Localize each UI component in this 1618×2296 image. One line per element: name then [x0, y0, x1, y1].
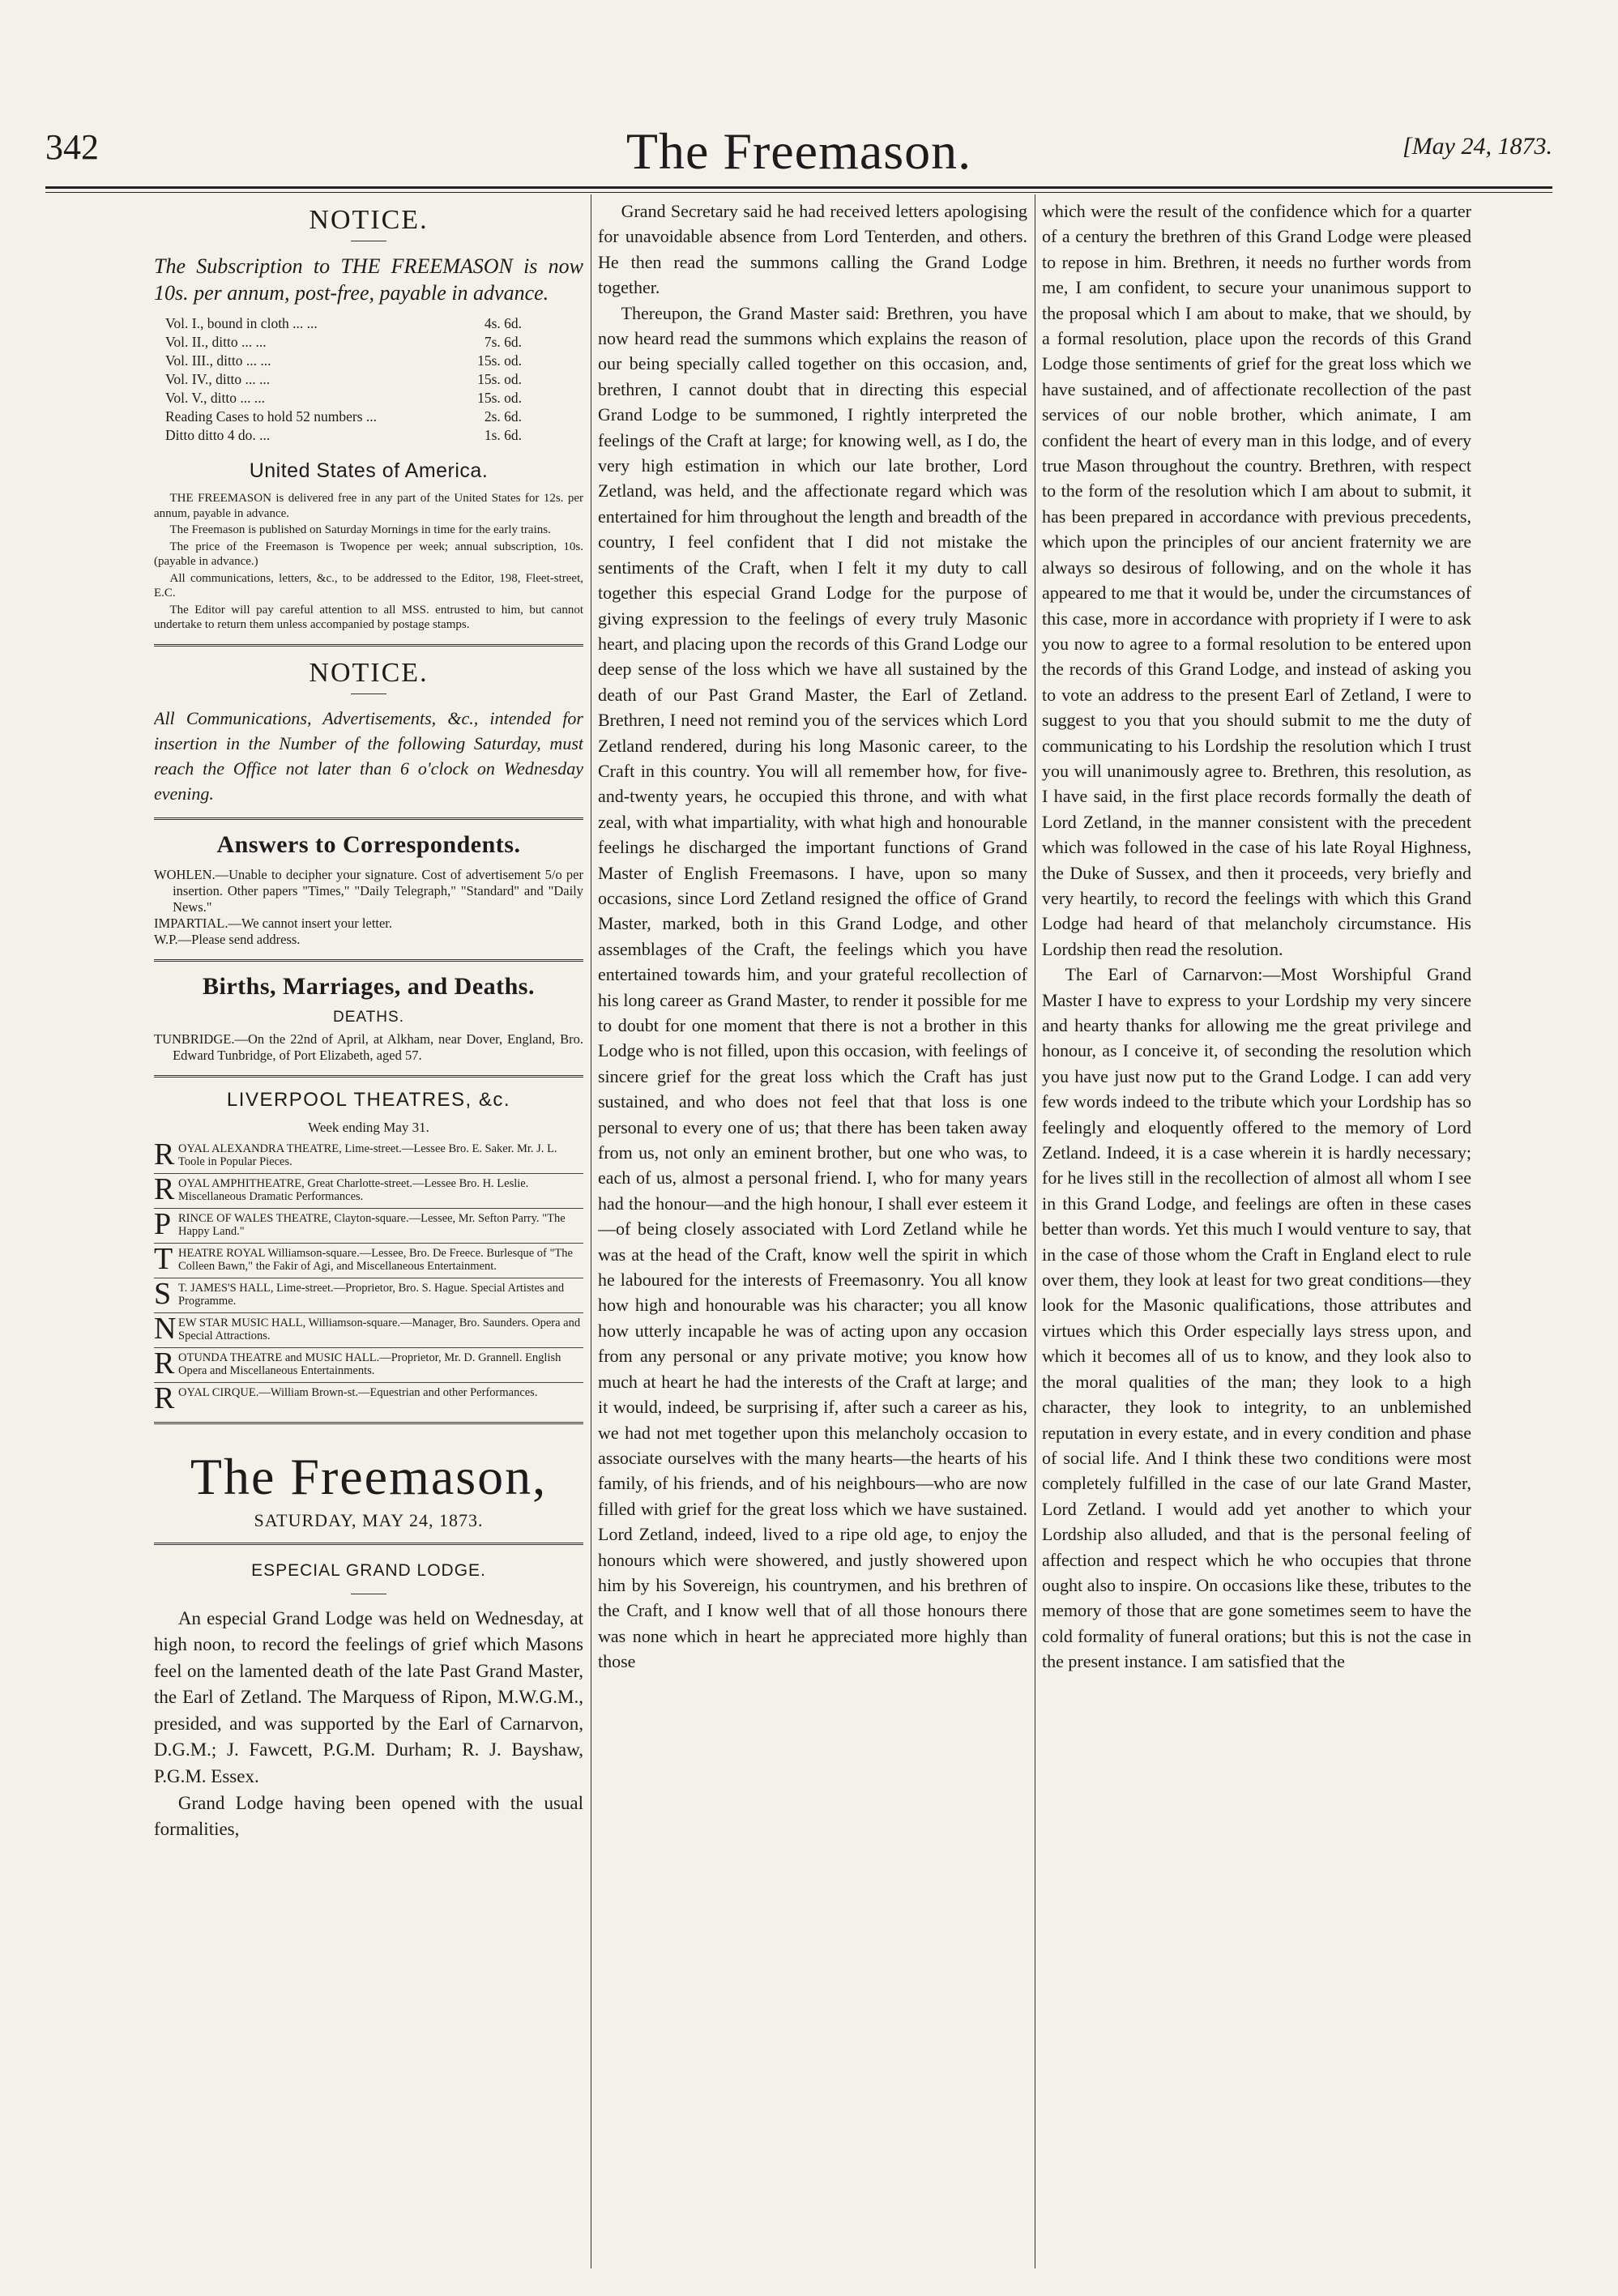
liverpool-heading: LIVERPOOL THEATRES, &c.	[226, 1088, 511, 1111]
usa-paragraph: The price of the Freemason is Twopence per week; annual subscription, 10s. (payable in advance.)	[154, 540, 583, 568]
usa-paragraph: The Freemason is published on Saturday Mornings in time for the early trains.	[169, 523, 551, 536]
death-notice: TUNBRIDGE.—On the 22nd of April, at Alkham, near Dover, England, Bro. Edward Tunbridge, of Port Elizabeth, aged 57.	[154, 1031, 583, 1063]
theatre-listing: N EW STAR MUSIC HALL, Williamson-square.—Manager, Bro. Saunders. Opera and Special Attractions.	[154, 1313, 583, 1348]
answer-item: W.P.—Please send address.	[154, 931, 301, 947]
price-row: Vol. I., bound in cloth ... ... 4s. 6d.	[165, 315, 522, 331]
subscription-notice: The Subscription to THE FREEMASON is now 10s. per annum, post-free, payable in advance.	[154, 254, 583, 305]
article-paragraph: which were the result of the confidence which for a quarter of a century the brethren of this Grand Lodge were pleased to repose in him. Brethren, it needs no further words from me, I am confident, to secure your unanimous support to the proposal which I am about to make, that we should, by a formal resolution, place upon the records of this Grand Lodge those sentiments of grief for the great loss which we have sustained, and of affectionate recollection of the past services of our noble brother, which animate, I am confident the heart of every man in this lodge, and of every true Mason throughout the country. Brethren, with respect to the form of the resolution which I am about to submit, it has been prepared in accordance with previous precedents, which upon the principles of our ancient fraternity we are always so desirous of following, and on the whole it has appeared to me that it would be, under the circumstances of this case, more in accordance with propriety if I were to ask you now to agree to a formal resolution to be entered upon the records of this Grand Lodge, and instead of asking you to vote an address to the present Earl of Zetland, I were to suggest to you that you should submit to me the duty of communicating to his Lordship the resolution which I trust you will unanimously agree to. Brethren, this resolution, as I have said, in the first place records formally the death of Lord Zetland, in the manner consistent with the precedent which was followed in the case of his late Royal Highness, the Duke of Sussex, and then it proceeds, very briefly and very heartily, to record the feelings with which this Grand Lodge had heard of that melancholy circumstance. His Lordship then read the resolution.	[1042, 201, 1471, 959]
answers-heading: Answers to Correspondents.	[216, 830, 521, 858]
week-ending: Week ending May 31.	[308, 1119, 429, 1135]
article-body	[154, 1606, 583, 1843]
price-row: Vol. III., ditto ... ... 15s. od.	[165, 352, 522, 369]
deaths-subheading: DEATHS.	[333, 1008, 404, 1026]
article-paragraph: Thereupon, the Grand Master said: Brethren, you have now heard read the summons which explains the reason of our being specially called together on this occasion, and, brethren, I cannot doubt that in directing this especial Grand Lodge to be summoned, I rightly interpreted the feelings of the Craft at large; for knowing well, as I do, the very high estimation in which our late brother, Lord Zetland, was held, and the affectionate regard which was entertained for him throughout the length and breadth of the country, I feel confident that I did not mistake the sentiments of the Craft, when I felt it my duty to call together this especial Grand Lodge for the purpose of giving expression to the feelings of every truly Masonic heart, and placing upon the records of this Grand Lodge our deep sense of the loss which we have all sustained by the death of our Past Grand Master, the Earl of Zetland. Brethren, I need not remind you of the services which Lord Zetland rendered, during his long Masonic career, to the Craft in this country. You will all remember how, for five-and-twenty years, he occupied this throne, and with what zeal, with what impartiality, with what high and honourable feelings he discharged the important functions of Grand Master of English Freemasons. I have, upon so many occasions, since Lord Zetland resigned the office of Grand Master, marked, both in this Grand Lodge, and other assemblages of the Craft, the feelings which you have entertained towards him, and your grateful recollection of his long career as Grand Master, to render it possible for me to doubt for one moment that there is not a brother in this Lodge who is not filled, upon this occasion, with feelings of sincere grief for the great loss which the Craft has just sustained, and who does not feel that that loss is one personal to every one of us; that there has been taken away from us, not only an eminent brother, but one who was, to each of us, almost a personal friend. I, who for many years had the honour—and the high honour, I shall ever esteem it—of being closely associated with Lord Zetland while he was at the head of the Craft, know well the spirit in which he laboured for the interests of Freemasonry. You all know how high and honourable was his character; you all know how utterly incapable he was of acting upon any occasion from any personal or any private motive; you know how much at heart he had the interests of the Craft at large; and it would, indeed, be surprising if, after such a career as his, we had not met together upon this melancholy occasion to associate ourselves with the many hearts—the hearts of his family, of his friends, and of his neighbours—who are now filled with grief for the great loss which we have sustained. Lord Zetland, indeed, lived to a ripe old age, to enjoy the honours which were showered, and justly showered upon him by his Sovereign, his countrymen, and his brethren of the Craft, and I know well that of all those honours there was none which in heart he appreciated more highly than those	[598, 302, 1027, 1672]
column-3	[1042, 198, 1471, 1675]
price-row: Vol. IV., ditto ... ... 15s. od.	[165, 371, 522, 387]
theatre-listing: R OYAL ALEXANDRA THEATRE, Lime-street.—Lessee Bro. E. Saker. Mr. J. L. Toole in Popular Pieces.	[154, 1139, 583, 1174]
masthead-rule	[45, 186, 1552, 189]
column-1	[154, 198, 583, 1843]
usa-paragraph: The Editor will pay careful attention to all MSS. entrusted to him, but cannot undertake to return them unless accompanied by postage stamps.	[154, 603, 583, 631]
section-rule	[154, 1422, 583, 1424]
article-paragraph: An especial Grand Lodge was held on Wednesday, at high noon, to record the feelings of grief which Masons feel on the lamented death of the late Past Grand Master, the Earl of Zetland. The Marquess of Ripon, M.W.G.M., presided, and was supported by the Earl of Carnarvon, D.G.M.; J. Fawcett, P.G.M. Durham; R. J. Bayshaw, P.G.M. Essex.	[154, 1607, 583, 1787]
article-paragraph: Grand Secretary said he had received letters apologising for unavoidable absence from Lord Tenterden, and others. He then read the summons calling the Grand Lodge together.	[598, 201, 1027, 298]
theatre-listing: R OTUNDA THEATRE and MUSIC HALL.—Proprietor, Mr. D. Grannell. English Opera and Miscellaneous Entertainments.	[154, 1348, 583, 1383]
column-2	[598, 198, 1027, 1675]
masthead-title: The Freemason.	[625, 122, 972, 180]
masthead	[45, 122, 1552, 178]
masthead-date: [May 24, 1873.	[1402, 133, 1552, 160]
theatre-listing: T HEATRE ROYAL Williamson-square.—Lessee, Bro. De Freece. Burlesque of "The Colleen Bawn," the Fakir of Agi, and Miscellaneous Entertainment.	[154, 1244, 583, 1278]
answers-list	[154, 867, 583, 948]
usa-paragraph: THE FREEMASON is delivered free in any part of the United States for 12s. per annum, payable in advance.	[154, 492, 583, 520]
article-heading: ESPECIAL GRAND LODGE.	[251, 1560, 486, 1580]
notice-heading: NOTICE.	[309, 205, 429, 235]
usa-paragraph: All communications, letters, &c., to be addressed to the Editor, 198, Fleet-street, E.C.	[154, 571, 583, 600]
theatre-list	[154, 1137, 583, 1415]
price-row: Vol. II., ditto ... ... 7s. 6d.	[165, 334, 522, 350]
article-paragraph: The Earl of Carnarvon:—Most Worshipful Grand Master I have to express to your Lordship my very sincere and hearty thanks for allowing me the great privilege and honour, as I conceive it, of seconding the resolution which you have just now put to the Grand Lodge. I can add very few words indeed to the tribute which your Lordship has so feelingly and eloquently offered to the memory of Lord Zetland. Indeed, it is a case wherein it is hardly necessary; for he lives still in the recollection of almost all whom I see in this Grand Lodge, and feelings are often in these cases better than words. Yet this much I would venture to say, that in the case of those whom the Craft in England elect to rule over them, they look at least for two great conditions—they look for the Masonic qualifications, those attributes and virtues which this Order especially lays stress upon, and which it becomes all of us to know, and they look also to the moral qualities of the man; they look to a high character, they look to integrity, to an unblemished reputation in every estate, and in every condition and phase of social life. And I think these two conditions were most completely fulfilled in the case of our late Grand Master, Lord Zetland. I would add yet another to which your Lordship also alluded, and that is the personal feeling of affection and respect which he who occupies that throne ought also to inspire. On occasions like these, tributes to the memory of those that are gone sometimes seem to have the cold formality of funeral orations; but this is not the case in the present instance. I am satisfied that the	[1042, 964, 1471, 1672]
communications-notice: All Communications, Advertisements, &c., intended for insertion in the Number of the following Saturday, must reach the Office not later than 6 o'clock on Wednesday evening.	[154, 707, 583, 804]
section-rule	[154, 644, 583, 647]
theatre-listing: R OYAL CIRQUE.—William Brown-st.—Equestrian and other Performances.	[154, 1381, 538, 1415]
page-number: 342	[45, 127, 99, 167]
section-rule	[154, 959, 583, 962]
deaths-list	[154, 1031, 583, 1064]
usa-heading: United States of America.	[249, 459, 489, 482]
freemason-title: The Freemason,	[190, 1447, 548, 1505]
section-rule	[154, 1075, 583, 1078]
price-table	[165, 314, 583, 445]
theatre-listing: R OYAL AMPHITHEATRE, Great Charlotte-street.—Lessee Bro. H. Leslie. Miscellaneous Dramatic Performances.	[154, 1174, 583, 1209]
article-paragraph: Grand Lodge having been opened with the usual formalities,	[154, 1792, 583, 1840]
notice-heading: NOTICE.	[309, 657, 429, 688]
price-row: Vol. V., ditto ... ... 15s. od.	[165, 390, 522, 406]
answer-item: WOHLEN.—Unable to decipher your signature. Cost of advertisement 5/o per insertion. Other papers "Times," "Daily Telegraph," "Standard" and "Daily News."	[154, 866, 583, 915]
answer-item: IMPARTIAL.—We cannot insert your letter.	[154, 915, 393, 931]
price-row: Reading Cases to hold 52 numbers ... 2s. 6d.	[165, 408, 522, 425]
theatre-listing: P RINCE OF WALES THEATRE, Clayton-square.—Lessee, Mr. Sefton Parry. "The Happy Land."	[154, 1209, 583, 1244]
short-rule	[351, 693, 386, 694]
section-rule	[154, 1543, 583, 1545]
masthead-rule-thin	[45, 192, 1552, 193]
bmd-heading: Births, Marriages, and Deaths.	[203, 972, 535, 1000]
theatre-listing: S T. JAMES'S HALL, Lime-street.—Proprietor, Bro. S. Hague. Special Artistes and Programme.	[154, 1278, 583, 1313]
section-rule	[154, 817, 583, 820]
price-row: Ditto ditto 4 do. ... 1s. 6d.	[165, 427, 522, 443]
freemason-date: SATURDAY, MAY 24, 1873.	[254, 1509, 484, 1530]
